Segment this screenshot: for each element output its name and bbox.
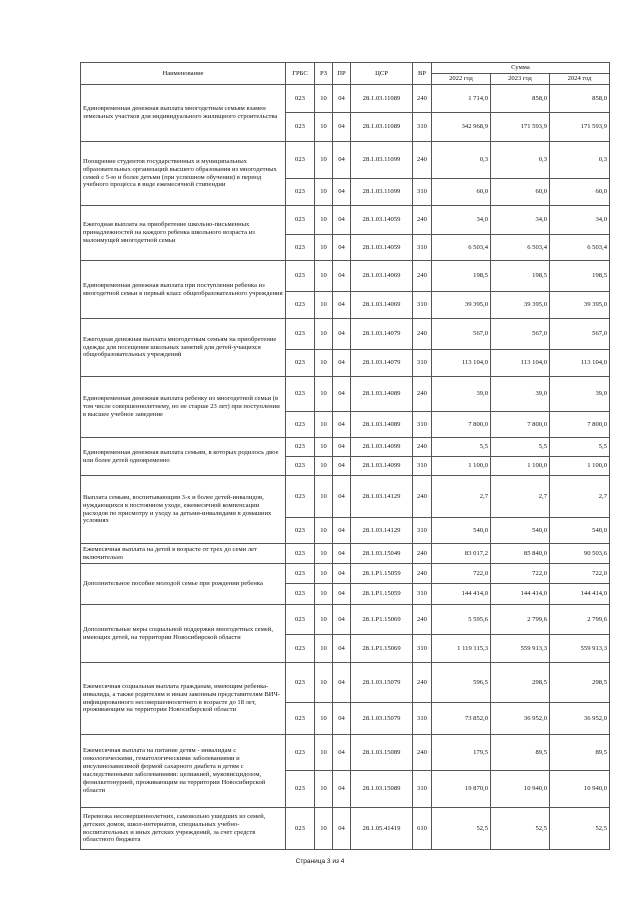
grbs-cell: 023 <box>286 142 315 179</box>
amount-2024-cell: 144 414,0 <box>550 584 610 605</box>
amount-2022-cell: 567,0 <box>432 319 491 350</box>
grbs-cell: 023 <box>286 635 315 663</box>
header-vr: ВР <box>413 63 432 85</box>
amount-2023-cell: 298,5 <box>491 663 550 703</box>
item-name-cell: Ежемесячная социальная выплата гражданам, имеющим ребенка-инвалида, а также родителям и иным законным представителям ВИЧ-инфицированного несовершеннолетнего в возрасте до 18 лет, проживающим на территории Новосибирской области <box>81 663 286 735</box>
vr-cell: 240 <box>413 735 432 771</box>
rz-cell: 10 <box>315 350 333 377</box>
header-grbs: ГРБС <box>286 63 315 85</box>
csr-cell: 28.1.03.14079 <box>351 350 413 377</box>
pr-cell: 04 <box>333 319 351 350</box>
vr-cell: 310 <box>413 703 432 735</box>
amount-2024-cell: 7 800,0 <box>550 412 610 438</box>
pr-cell: 04 <box>333 85 351 113</box>
amount-2024-cell: 60,0 <box>550 179 610 206</box>
csr-cell: 28.1.03.14059 <box>351 206 413 235</box>
header-year-2024: 2024 год <box>550 74 610 85</box>
grbs-cell: 023 <box>286 113 315 142</box>
grbs-cell: 023 <box>286 261 315 292</box>
grbs-cell: 023 <box>286 85 315 113</box>
rz-cell: 10 <box>315 438 333 457</box>
pr-cell: 04 <box>333 564 351 584</box>
csr-cell: 28.1.03.14059 <box>351 235 413 261</box>
grbs-cell: 023 <box>286 412 315 438</box>
amount-2023-cell: 567,0 <box>491 319 550 350</box>
amount-2023-cell: 722,0 <box>491 564 550 584</box>
rz-cell: 10 <box>315 142 333 179</box>
csr-cell: 28.1.03.14129 <box>351 476 413 518</box>
amount-2024-cell: 113 104,0 <box>550 350 610 377</box>
item-name-cell: Единовременная денежная выплата семьям, в которых родилось двое или более детей одновременно <box>81 438 286 476</box>
amount-2024-cell: 171 593,9 <box>550 113 610 142</box>
vr-cell: 310 <box>413 635 432 663</box>
amount-2023-cell: 5,5 <box>491 438 550 457</box>
pr-cell: 04 <box>333 113 351 142</box>
pr-cell: 04 <box>333 261 351 292</box>
pr-cell: 04 <box>333 605 351 635</box>
rz-cell: 10 <box>315 457 333 476</box>
amount-2023-cell: 540,0 <box>491 518 550 544</box>
amount-2022-cell: 0,3 <box>432 142 491 179</box>
item-name-cell: Поощрение студентов государственных и муниципальных образовательных организаций высшего образования из многодетных семей с 5-ю и более детьми (при успешном обучении) в период учебного процесса в виде ежемесячной стипендии <box>81 142 286 206</box>
amount-2022-cell: 73 852,0 <box>432 703 491 735</box>
item-name-cell: Перевозка несовершеннолетних, самовольно ушедших из семей, детских домов, школ-интернатов, специальных учебно-воспитательных и иных детских учреждений, за счет средств областного бюджета <box>81 808 286 850</box>
vr-cell: 240 <box>413 476 432 518</box>
grbs-cell: 023 <box>286 350 315 377</box>
table-row <box>81 377 610 412</box>
pr-cell: 04 <box>333 412 351 438</box>
amount-2022-cell: 540,0 <box>432 518 491 544</box>
pr-cell: 04 <box>333 292 351 319</box>
amount-2023-cell: 85 840,0 <box>491 544 550 564</box>
amount-2022-cell: 60,0 <box>432 179 491 206</box>
item-name-cell: Ежегодная денежная выплата многодетным семьям на приобретение одежды для посещения школьных занятий для детей-учащихся общеобразовательных учреждений <box>81 319 286 377</box>
amount-2023-cell: 6 503,4 <box>491 235 550 261</box>
table-row <box>81 206 610 235</box>
grbs-cell: 023 <box>286 438 315 457</box>
amount-2024-cell: 6 503,4 <box>550 235 610 261</box>
amount-2022-cell: 83 017,2 <box>432 544 491 564</box>
amount-2023-cell: 7 800,0 <box>491 412 550 438</box>
csr-cell: 28.1.03.14089 <box>351 377 413 412</box>
budget-table-body <box>81 85 610 850</box>
item-name-cell: Единовременная денежная выплата ребенку из многодетной семьи (в том числе совершеннолетнему, но не старше 23 лет) при поступлении в высшее учебное заведение <box>81 377 286 438</box>
amount-2024-cell: 858,0 <box>550 85 610 113</box>
amount-2023-cell: 858,0 <box>491 85 550 113</box>
amount-2024-cell: 39 395,0 <box>550 292 610 319</box>
pr-cell: 04 <box>333 179 351 206</box>
rz-cell: 10 <box>315 663 333 703</box>
page-number: Страница 3 из 4 <box>295 858 345 865</box>
pr-cell: 04 <box>333 206 351 235</box>
rz-cell: 10 <box>315 113 333 142</box>
rz-cell: 10 <box>315 476 333 518</box>
item-name-cell: Ежемесячная выплата на детей в возрасте от трех до семи лет включительно <box>81 544 286 564</box>
csr-cell: 28.1.P1.15059 <box>351 564 413 584</box>
pr-cell: 04 <box>333 771 351 808</box>
amount-2023-cell: 39,0 <box>491 377 550 412</box>
vr-cell: 240 <box>413 319 432 350</box>
csr-cell: 28.1.03.11089 <box>351 85 413 113</box>
amount-2022-cell: 39,0 <box>432 377 491 412</box>
vr-cell: 310 <box>413 235 432 261</box>
amount-2023-cell: 198,5 <box>491 261 550 292</box>
table-row <box>81 564 610 584</box>
amount-2023-cell: 2 799,6 <box>491 605 550 635</box>
amount-2024-cell: 5,5 <box>550 438 610 457</box>
amount-2022-cell: 722,0 <box>432 564 491 584</box>
amount-2022-cell: 6 503,4 <box>432 235 491 261</box>
pr-cell: 04 <box>333 703 351 735</box>
rz-cell: 10 <box>315 412 333 438</box>
amount-2023-cell: 1 100,0 <box>491 457 550 476</box>
amount-2022-cell: 39 395,0 <box>432 292 491 319</box>
amount-2024-cell: 298,5 <box>550 663 610 703</box>
grbs-cell: 023 <box>286 771 315 808</box>
vr-cell: 310 <box>413 350 432 377</box>
amount-2024-cell: 34,0 <box>550 206 610 235</box>
amount-2024-cell: 722,0 <box>550 564 610 584</box>
amount-2022-cell: 1 714,0 <box>432 85 491 113</box>
pr-cell: 04 <box>333 808 351 850</box>
item-name-cell: Дополнительные меры социальной поддержки многодетных семей, имеющих детей, на территории Новосибирской области <box>81 605 286 663</box>
rz-cell: 10 <box>315 319 333 350</box>
pr-cell: 04 <box>333 235 351 261</box>
csr-cell: 28.1.03.15079 <box>351 703 413 735</box>
grbs-cell: 023 <box>286 808 315 850</box>
vr-cell: 610 <box>413 808 432 850</box>
amount-2023-cell: 60,0 <box>491 179 550 206</box>
table-row <box>81 438 610 457</box>
table-row <box>81 319 610 350</box>
amount-2023-cell: 2,7 <box>491 476 550 518</box>
item-name-cell: Единовременная денежная выплата многодетным семьям взамен земельных участков для индивидуального жилищного строительства <box>81 85 286 142</box>
amount-2022-cell: 19 870,0 <box>432 771 491 808</box>
vr-cell: 240 <box>413 663 432 703</box>
amount-2023-cell: 559 913,3 <box>491 635 550 663</box>
amount-2022-cell: 596,5 <box>432 663 491 703</box>
csr-cell: 28.1.03.15089 <box>351 735 413 771</box>
grbs-cell: 023 <box>286 377 315 412</box>
csr-cell: 28.1.03.14099 <box>351 457 413 476</box>
vr-cell: 240 <box>413 85 432 113</box>
table-row <box>81 544 610 564</box>
pr-cell: 04 <box>333 438 351 457</box>
rz-cell: 10 <box>315 703 333 735</box>
item-name-cell: Ежегодная выплата на приобретение школьно-письменных принадлежностей на каждого ребенка школьного возраста из малоимущей многодетной семьи <box>81 206 286 261</box>
csr-cell: 28.1.03.14099 <box>351 438 413 457</box>
amount-2024-cell: 0,3 <box>550 142 610 179</box>
item-name-cell: Выплата семьям, воспитывающим 3-х и более детей-инвалидов, нуждающихся в постоянном уходе, ежемесячной компенсации расходов по присмотру и уходу за детьми-инвалидами в домашних условиях <box>81 476 286 544</box>
grbs-cell: 023 <box>286 605 315 635</box>
csr-cell: 28.1.03.15049 <box>351 544 413 564</box>
grbs-cell: 023 <box>286 735 315 771</box>
amount-2022-cell: 342 968,9 <box>432 113 491 142</box>
vr-cell: 310 <box>413 412 432 438</box>
csr-cell: 28.1.03.14079 <box>351 319 413 350</box>
vr-cell: 310 <box>413 179 432 206</box>
pr-cell: 04 <box>333 457 351 476</box>
amount-2023-cell: 39 395,0 <box>491 292 550 319</box>
table-row <box>81 85 610 113</box>
amount-2022-cell: 1 119 115,3 <box>432 635 491 663</box>
pr-cell: 04 <box>333 350 351 377</box>
csr-cell: 28.1.P1.15069 <box>351 635 413 663</box>
amount-2022-cell: 1 100,0 <box>432 457 491 476</box>
amount-2024-cell: 36 952,0 <box>550 703 610 735</box>
rz-cell: 10 <box>315 564 333 584</box>
rz-cell: 10 <box>315 261 333 292</box>
rz-cell: 10 <box>315 808 333 850</box>
grbs-cell: 023 <box>286 206 315 235</box>
header-sum: Сумма <box>432 63 610 74</box>
amount-2023-cell: 34,0 <box>491 206 550 235</box>
table-row <box>81 808 610 850</box>
amount-2024-cell: 10 940,0 <box>550 771 610 808</box>
grbs-cell: 023 <box>286 319 315 350</box>
item-name-cell: Дополнительное пособие молодой семье при рождении ребенка <box>81 564 286 605</box>
csr-cell: 28.1.P1.15069 <box>351 605 413 635</box>
vr-cell: 310 <box>413 518 432 544</box>
grbs-cell: 023 <box>286 564 315 584</box>
amount-2022-cell: 144 414,0 <box>432 584 491 605</box>
grbs-cell: 023 <box>286 476 315 518</box>
rz-cell: 10 <box>315 544 333 564</box>
amount-2024-cell: 567,0 <box>550 319 610 350</box>
csr-cell: 28.1.03.14089 <box>351 412 413 438</box>
item-name-cell: Ежемесячная выплата на питание детям - инвалидам с онкологическими, гематологическими заболеваниями и инсулинозависимой формой сахарного диабета и детям с наследственными заболеваниями: целиакией, муковисцидозом, фенилкетонурией, проживающим на территории Новосибирской области <box>81 735 286 808</box>
rz-cell: 10 <box>315 206 333 235</box>
pr-cell: 04 <box>333 635 351 663</box>
amount-2024-cell: 2 799,6 <box>550 605 610 635</box>
csr-cell: 28.1.05.41419 <box>351 808 413 850</box>
csr-cell: 28.1.03.11099 <box>351 142 413 179</box>
vr-cell: 240 <box>413 544 432 564</box>
rz-cell: 10 <box>315 235 333 261</box>
table-row <box>81 142 610 179</box>
pr-cell: 04 <box>333 584 351 605</box>
pr-cell: 04 <box>333 377 351 412</box>
header-year-2023: 2023 год <box>491 74 550 85</box>
grbs-cell: 023 <box>286 179 315 206</box>
header-pr: ПР <box>333 63 351 85</box>
rz-cell: 10 <box>315 179 333 206</box>
amount-2022-cell: 7 800,0 <box>432 412 491 438</box>
rz-cell: 10 <box>315 85 333 113</box>
grbs-cell: 023 <box>286 584 315 605</box>
pr-cell: 04 <box>333 544 351 564</box>
vr-cell: 240 <box>413 605 432 635</box>
amount-2024-cell: 540,0 <box>550 518 610 544</box>
amount-2023-cell: 10 940,0 <box>491 771 550 808</box>
rz-cell: 10 <box>315 377 333 412</box>
amount-2023-cell: 52,5 <box>491 808 550 850</box>
header-year-2022: 2022 год <box>432 74 491 85</box>
vr-cell: 310 <box>413 771 432 808</box>
rz-cell: 10 <box>315 518 333 544</box>
pr-cell: 04 <box>333 476 351 518</box>
amount-2023-cell: 144 414,0 <box>491 584 550 605</box>
pr-cell: 04 <box>333 142 351 179</box>
amount-2024-cell: 89,5 <box>550 735 610 771</box>
csr-cell: 28.1.03.14069 <box>351 292 413 319</box>
table-row <box>81 663 610 703</box>
vr-cell: 310 <box>413 113 432 142</box>
amount-2024-cell: 1 100,0 <box>550 457 610 476</box>
amount-2024-cell: 198,5 <box>550 261 610 292</box>
amount-2022-cell: 52,5 <box>432 808 491 850</box>
vr-cell: 310 <box>413 292 432 319</box>
amount-2023-cell: 89,5 <box>491 735 550 771</box>
grbs-cell: 023 <box>286 703 315 735</box>
vr-cell: 240 <box>413 564 432 584</box>
amount-2024-cell: 39,0 <box>550 377 610 412</box>
vr-cell: 240 <box>413 438 432 457</box>
table-row <box>81 261 610 292</box>
item-name-cell: Единовременная денежная выплата при поступлении ребенка из многодетной семьи в первый класс общеобразовательного учреждения <box>81 261 286 319</box>
amount-2022-cell: 5,5 <box>432 438 491 457</box>
grbs-cell: 023 <box>286 544 315 564</box>
table-row <box>81 605 610 635</box>
header-rz: РЗ <box>315 63 333 85</box>
pr-cell: 04 <box>333 663 351 703</box>
grbs-cell: 023 <box>286 292 315 319</box>
pr-cell: 04 <box>333 518 351 544</box>
csr-cell: 28.1.03.11099 <box>351 179 413 206</box>
amount-2024-cell: 52,5 <box>550 808 610 850</box>
amount-2022-cell: 2,7 <box>432 476 491 518</box>
table-row <box>81 476 610 518</box>
amount-2022-cell: 113 104,0 <box>432 350 491 377</box>
csr-cell: 28.1.03.11089 <box>351 113 413 142</box>
pr-cell: 04 <box>333 735 351 771</box>
vr-cell: 240 <box>413 261 432 292</box>
grbs-cell: 023 <box>286 663 315 703</box>
rz-cell: 10 <box>315 584 333 605</box>
amount-2024-cell: 559 913,3 <box>550 635 610 663</box>
grbs-cell: 023 <box>286 235 315 261</box>
vr-cell: 310 <box>413 584 432 605</box>
rz-cell: 10 <box>315 635 333 663</box>
rz-cell: 10 <box>315 735 333 771</box>
amount-2022-cell: 34,0 <box>432 206 491 235</box>
vr-cell: 310 <box>413 457 432 476</box>
amount-2023-cell: 36 952,0 <box>491 703 550 735</box>
csr-cell: 28.1.03.14129 <box>351 518 413 544</box>
amount-2023-cell: 0,3 <box>491 142 550 179</box>
amount-2023-cell: 171 593,9 <box>491 113 550 142</box>
csr-cell: 28.1.P1.15059 <box>351 584 413 605</box>
rz-cell: 10 <box>315 605 333 635</box>
budget-table <box>80 62 610 850</box>
rz-cell: 10 <box>315 292 333 319</box>
amount-2022-cell: 198,5 <box>432 261 491 292</box>
vr-cell: 240 <box>413 377 432 412</box>
csr-cell: 28.1.03.14069 <box>351 261 413 292</box>
header-name: Наименование <box>81 63 286 85</box>
amount-2024-cell: 2,7 <box>550 476 610 518</box>
vr-cell: 240 <box>413 206 432 235</box>
amount-2024-cell: 90 503,6 <box>550 544 610 564</box>
amount-2022-cell: 179,5 <box>432 735 491 771</box>
csr-cell: 28.1.03.15089 <box>351 771 413 808</box>
vr-cell: 240 <box>413 142 432 179</box>
grbs-cell: 023 <box>286 518 315 544</box>
header-csr: ЦСР <box>351 63 413 85</box>
amount-2022-cell: 5 595,6 <box>432 605 491 635</box>
rz-cell: 10 <box>315 771 333 808</box>
amount-2023-cell: 113 104,0 <box>491 350 550 377</box>
table-row <box>81 735 610 771</box>
csr-cell: 28.1.03.15079 <box>351 663 413 703</box>
grbs-cell: 023 <box>286 457 315 476</box>
